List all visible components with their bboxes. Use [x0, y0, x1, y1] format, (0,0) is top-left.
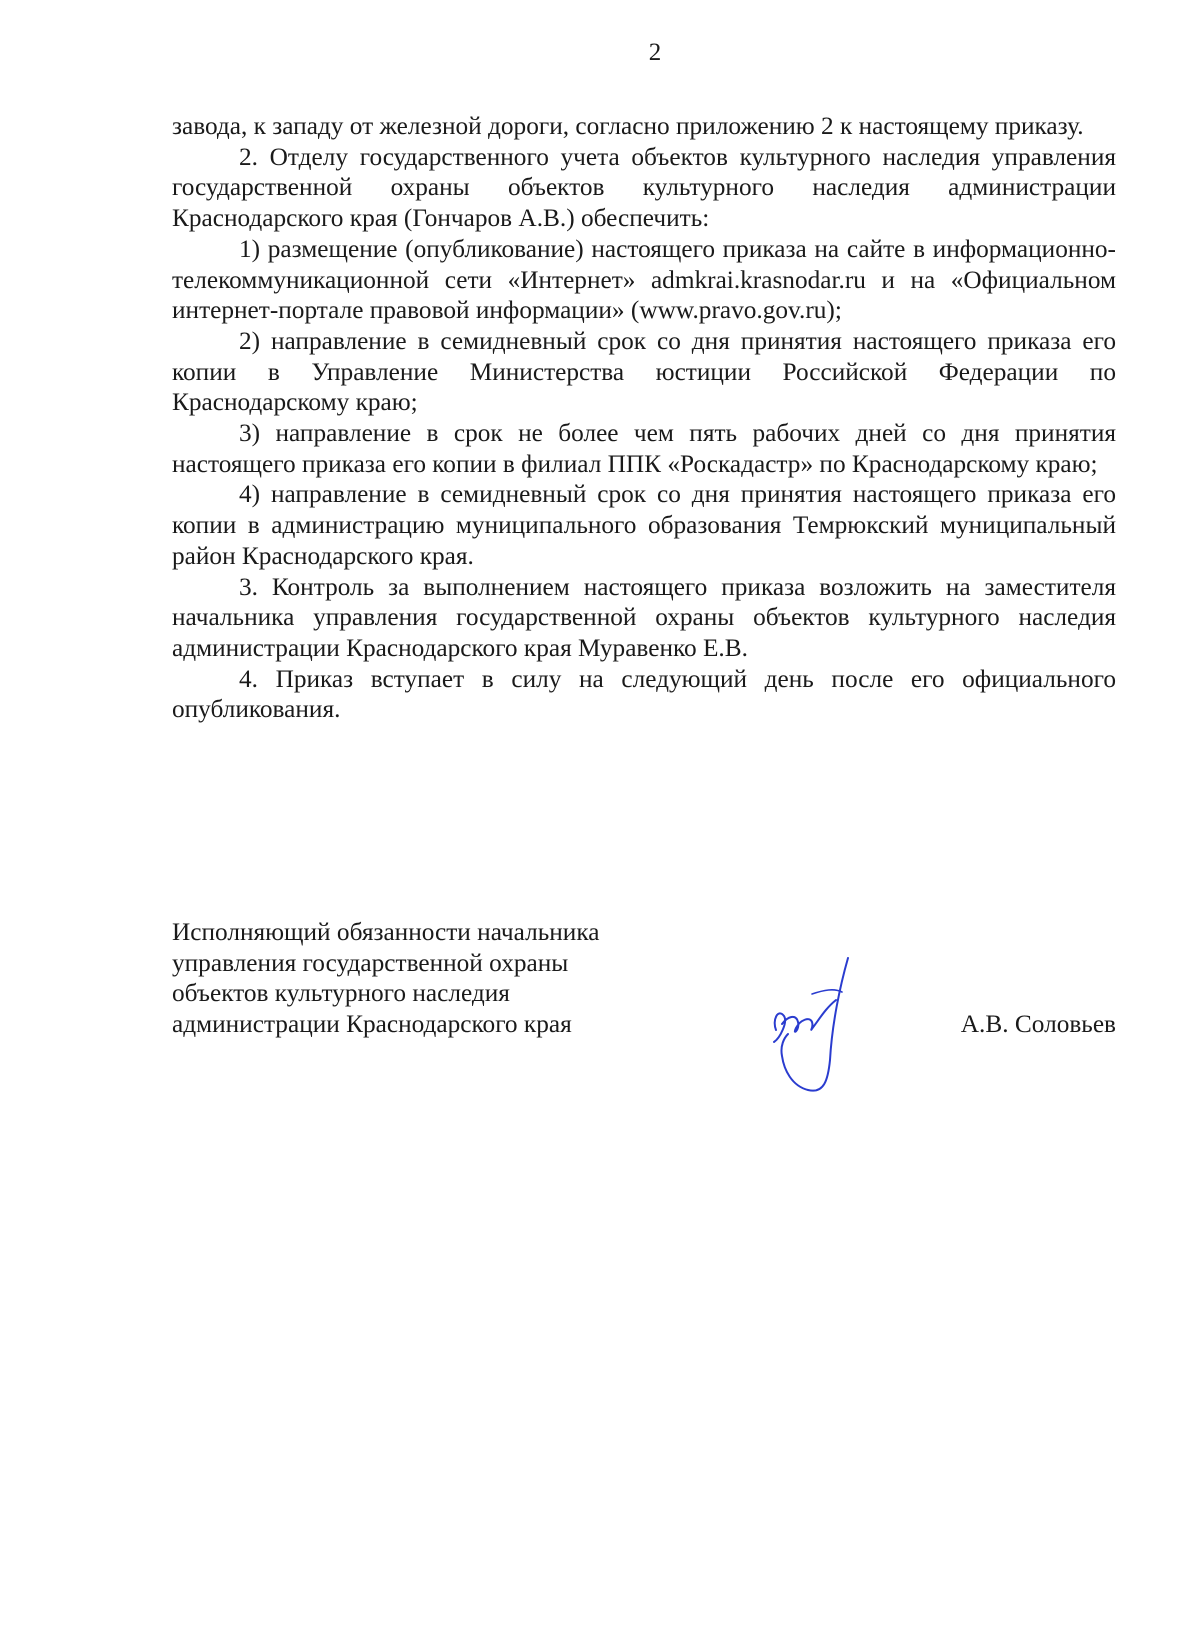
- paragraph-continuation: завода, к западу от железной дороги, согласно приложению 2 к настоящему приказу.: [172, 112, 1084, 140]
- paragraph-subitem-1: 1) размещение (опубликование) настоящего приказа на сайте в информационно-телекоммуникационной сети «Интернет» admkrai.krasnodar.ru и на «Официальном интернет-портале правовой информации» (www.pravo.gov.ru);: [172, 234, 1116, 325]
- signer-position-line: Исполняющий обязанности начальника: [172, 918, 600, 946]
- document-body: [172, 111, 1116, 725]
- paragraph-item-4: 4. Приказ вступает в силу на следующий день после его официального опубликования.: [172, 664, 1116, 724]
- paragraph-subitem-3: 3) направление в срок не более чем пять рабочих дней со дня принятия настоящего приказа его копии в филиал ППК «Роскадастр» по Краснодарскому краю;: [172, 419, 1116, 478]
- signature-stroke: [774, 1000, 836, 1042]
- paragraph-subitem-2: 2) направление в семидневный срок со дня принятия настоящего приказа его копии в Управление Министерства юстиции Российской Федерации по Краснодарскому краю;: [172, 326, 1116, 417]
- signer-position-line: объектов культурного наследия: [172, 979, 510, 1008]
- handwritten-signature: [762, 952, 872, 1102]
- signer-position-line: управления государственной охраны: [172, 948, 569, 977]
- signature-stroke: [812, 990, 842, 994]
- paragraph-item-3: 3. Контроль за выполнением настоящего приказа возложить на заместителя начальника управления государственной охраны объектов культурного наследия администрации Краснодарского края Муравенко Е.В.: [172, 572, 1116, 662]
- paragraph-item-2: 2. Отделу государственного учета объектов культурного наследия управления государственной охраны объектов культурного наследия администрации Краснодарского края (Гончаров А.В.) обеспечить:: [172, 142, 1116, 233]
- paragraph-subitem-4: 4) направление в семидневный срок со дня принятия настоящего приказа его копии в администрацию муниципального образования Темрюкский муниципальный район Краснодарского края.: [172, 480, 1116, 570]
- signer-name: А.В. Соловьев: [960, 1010, 1116, 1038]
- page-number: 2: [648, 39, 662, 66]
- signer-position: [172, 917, 692, 1040]
- signer-position-line: администрации Краснодарского края: [172, 1010, 572, 1039]
- signature-block: [172, 917, 1116, 1097]
